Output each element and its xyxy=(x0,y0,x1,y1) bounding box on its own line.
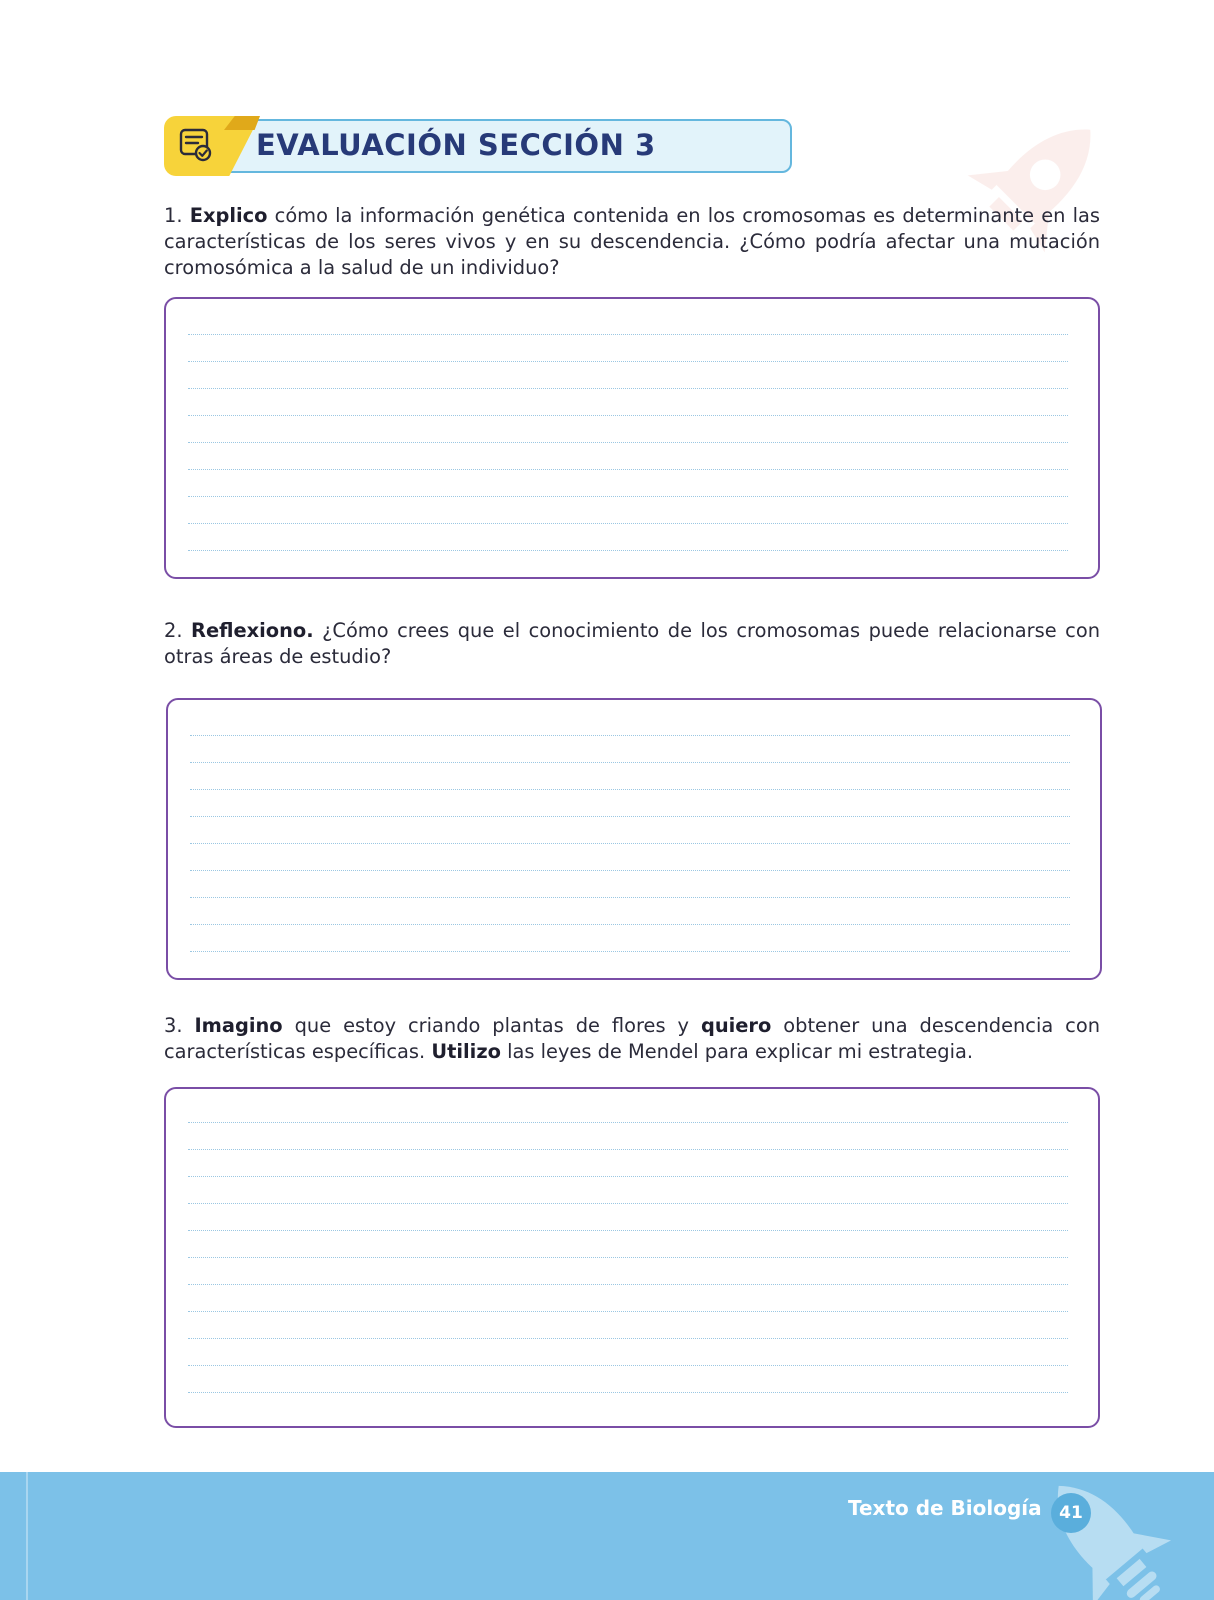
answer-line xyxy=(190,816,1070,817)
answer-box-2[interactable] xyxy=(166,698,1102,980)
question-3-verb-b: quiero xyxy=(700,1014,772,1037)
answer-line xyxy=(190,870,1070,871)
answer-line xyxy=(188,1149,1068,1150)
question-1 xyxy=(164,203,1100,281)
answer-line xyxy=(188,442,1068,443)
answer-line xyxy=(188,1203,1068,1204)
answer-line xyxy=(188,1122,1068,1123)
answer-line xyxy=(188,361,1068,362)
answer-line xyxy=(188,1284,1068,1285)
question-3-text-b: obtener una descendencia con características específicas. xyxy=(164,1014,1100,1063)
answer-line xyxy=(188,415,1068,416)
question-2-text: ¿Cómo crees que el conocimiento de los cromosomas puede relacionarse con otras áreas de estudio? xyxy=(164,619,1100,668)
answer-line xyxy=(188,1230,1068,1231)
question-1-number: 1. xyxy=(164,204,183,227)
answer-box-3[interactable] xyxy=(164,1087,1100,1428)
answer-line xyxy=(188,388,1068,389)
checklist-icon xyxy=(176,125,216,165)
question-3-text-a: que estoy criando plantas de flores y xyxy=(282,1014,701,1037)
answer-line xyxy=(190,897,1070,898)
question-2-verb: Reflexiono. xyxy=(191,619,314,642)
section-title: EVALUACIÓN SECCIÓN 3 xyxy=(256,128,656,162)
answer-box-1[interactable] xyxy=(164,297,1100,579)
question-1-verb: Explico xyxy=(189,204,268,227)
footer-divider xyxy=(26,1472,28,1600)
page-footer xyxy=(0,1472,1214,1600)
question-1-text: cómo la información genética contenida en los cromosomas es determinante en las características de los seres vivos y en su descendencia. ¿Cómo podría afectar una mutación cromosómica a la salud de un individuo? xyxy=(164,204,1100,279)
answer-line xyxy=(190,843,1070,844)
answer-line xyxy=(190,924,1070,925)
answer-line xyxy=(190,762,1070,763)
answer-line xyxy=(190,735,1070,736)
answer-line xyxy=(188,550,1068,551)
question-3-verb: Imagino xyxy=(194,1014,283,1037)
answer-line xyxy=(188,469,1068,470)
answer-line xyxy=(188,1311,1068,1312)
question-3-number: 3. xyxy=(164,1014,183,1037)
answer-line xyxy=(188,334,1068,335)
answer-line xyxy=(188,1257,1068,1258)
answer-line xyxy=(190,951,1070,952)
answer-line xyxy=(188,1365,1068,1366)
answer-line xyxy=(188,496,1068,497)
answer-line xyxy=(188,1338,1068,1339)
question-2 xyxy=(164,618,1100,670)
question-3-text-c: las leyes de Mendel para explicar mi estrategia. xyxy=(500,1040,974,1063)
answer-line xyxy=(188,1176,1068,1177)
question-3 xyxy=(164,1013,1100,1065)
answer-line xyxy=(188,1392,1068,1393)
question-2-number: 2. xyxy=(164,619,183,642)
answer-line xyxy=(188,523,1068,524)
book-title: Texto de Biología xyxy=(848,1496,1042,1520)
question-3-verb-c: Utilizo xyxy=(431,1040,501,1063)
rocket-icon xyxy=(1030,1472,1180,1600)
page-number: 41 xyxy=(1051,1493,1091,1533)
answer-line xyxy=(190,789,1070,790)
section-header xyxy=(164,116,792,176)
